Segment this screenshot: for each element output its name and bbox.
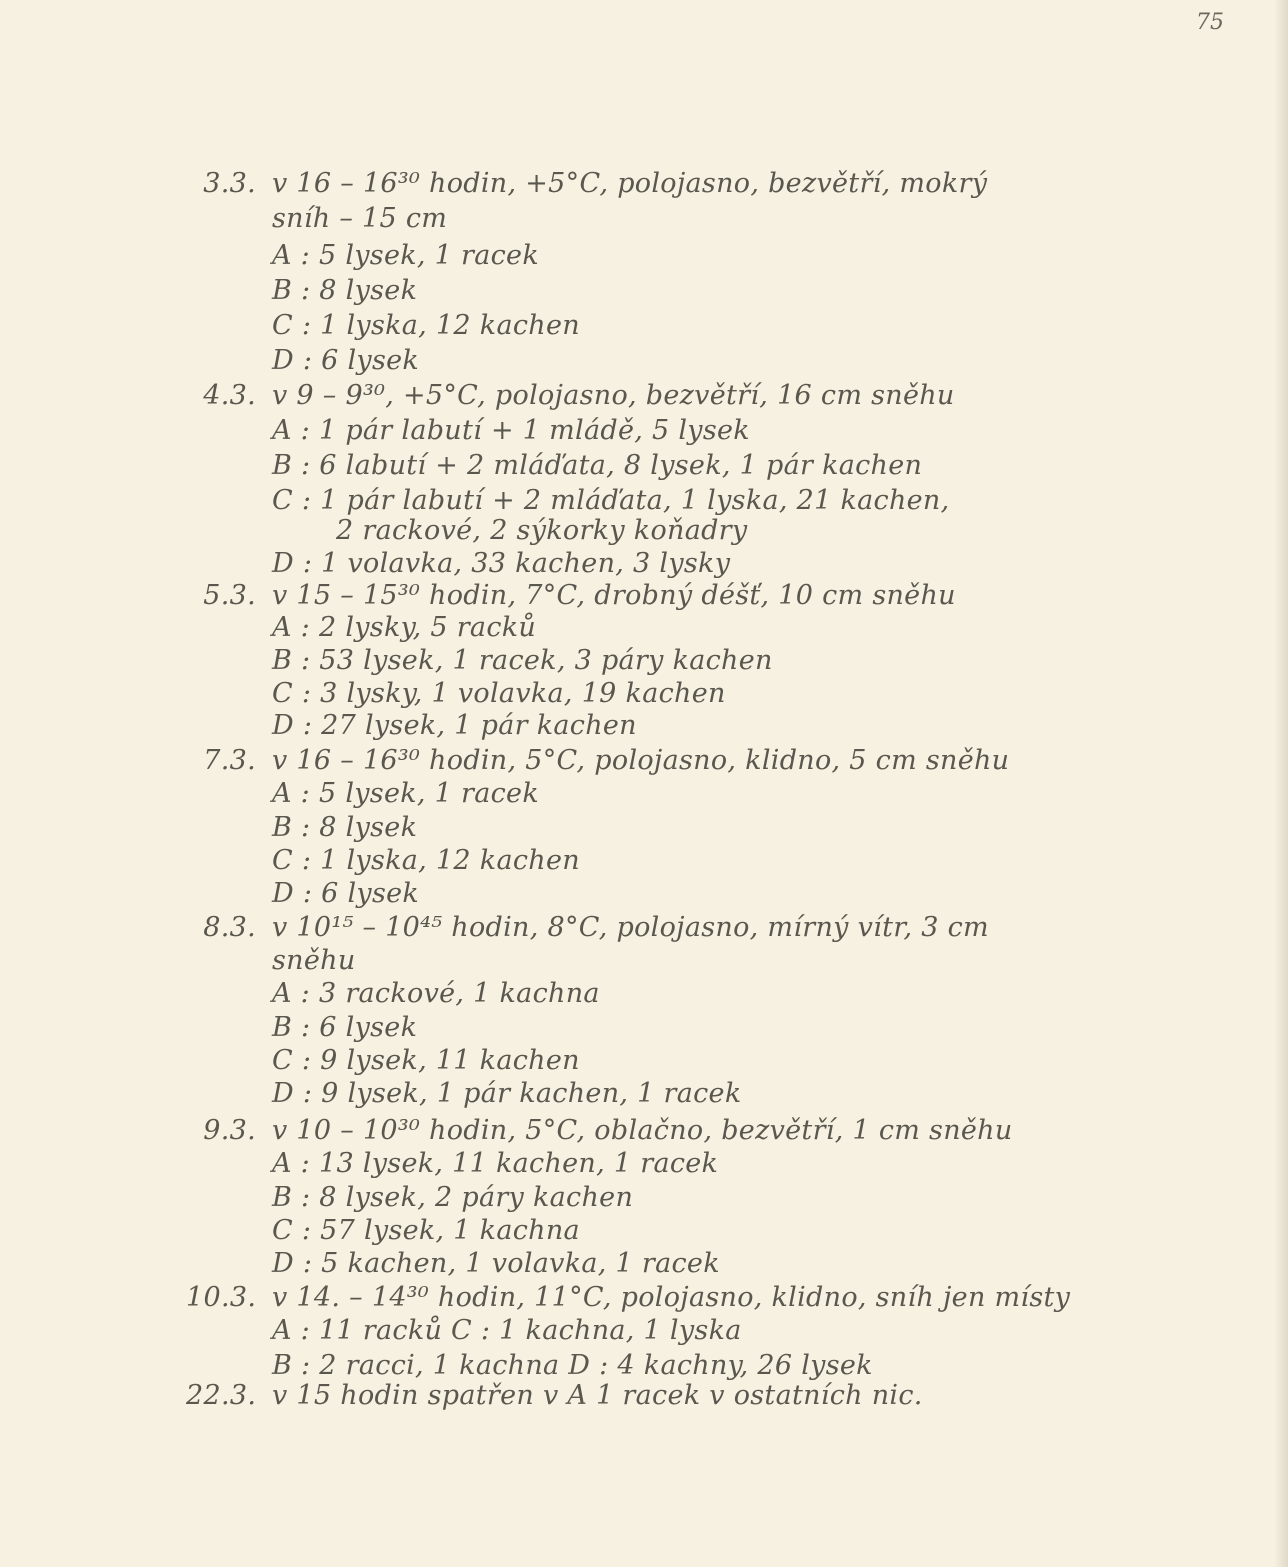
- entry-date: 3.3.: [203, 168, 256, 199]
- entry-observation: sněhu: [272, 945, 356, 976]
- entry-observation: D : 9 lysek, 1 pár kachen, 1 racek: [272, 1078, 742, 1109]
- entry-observation: B : 8 lysek: [272, 275, 418, 306]
- entry-observation: A : 1 pár labutí + 1 mládě, 5 lysek: [272, 415, 750, 446]
- entry-observation: B : 53 lysek, 1 racek, 3 páry kachen: [272, 645, 773, 676]
- entry-conditions: v 16 – 16³⁰ hodin, 5°C, polojasno, klidno, 5 cm sněhu: [272, 745, 1010, 776]
- entry-conditions: v 16 – 16³⁰ hodin, +5°C, polojasno, bezvětří, mokrý: [272, 168, 988, 199]
- entry-conditions: v 10¹⁵ – 10⁴⁵ hodin, 8°C, polojasno, mírný vítr, 3 cm: [272, 912, 989, 943]
- entry-conditions: v 10 – 10³⁰ hodin, 5°C, oblačno, bezvětří, 1 cm sněhu: [272, 1115, 1013, 1146]
- entry-observation: B : 6 lysek: [272, 1012, 418, 1043]
- entry-observation: A : 3 rackové, 1 kachna: [272, 978, 600, 1009]
- entry-date: 7.3.: [203, 745, 256, 776]
- page-edge-shadow: [1274, 0, 1288, 1567]
- page-number: 75: [1196, 10, 1224, 35]
- entry-observation: C : 1 lyska, 12 kachen: [272, 845, 580, 876]
- entry-observation: B : 6 labutí + 2 mláďata, 8 lysek, 1 pár kachen: [272, 450, 923, 481]
- entry-observation: A : 11 racků C : 1 kachna, 1 lyska: [272, 1315, 742, 1346]
- entry-date: 4.3.: [203, 380, 256, 411]
- entry-observation: D : 1 volavka, 33 kachen, 3 lysky: [272, 548, 731, 579]
- entry-conditions: v 9 – 9³⁰, +5°C, polojasno, bezvětří, 16 cm sněhu: [272, 380, 955, 411]
- entry-conditions: v 14. – 14³⁰ hodin, 11°C, polojasno, klidno, sníh jen místy: [272, 1282, 1071, 1313]
- entry-observation: B : 8 lysek, 2 páry kachen: [272, 1182, 634, 1213]
- entry-observation: A : 13 lysek, 11 kachen, 1 racek: [272, 1148, 719, 1179]
- entry-observation: 2 rackové, 2 sýkorky koňadry: [336, 515, 748, 546]
- entry-observation: B : 2 racci, 1 kachna D : 4 kachny, 26 lysek: [272, 1350, 873, 1381]
- entry-date: 22.3.: [186, 1380, 257, 1411]
- entry-observation: A : 5 lysek, 1 racek: [272, 240, 539, 271]
- entry-observation: C : 1 lyska, 12 kachen: [272, 310, 580, 341]
- entry-observation: C : 57 lysek, 1 kachna: [272, 1215, 580, 1246]
- entry-observation: C : 1 pár labutí + 2 mláďata, 1 lyska, 21 kachen,: [272, 485, 950, 516]
- entry-date: 5.3.: [203, 580, 256, 611]
- entry-observation: C : 9 lysek, 11 kachen: [272, 1045, 580, 1076]
- entry-date: 8.3.: [203, 912, 256, 943]
- entry-date: 9.3.: [203, 1115, 256, 1146]
- entry-date: 10.3.: [186, 1282, 257, 1313]
- entry-observation: A : 2 lysky, 5 racků: [272, 612, 537, 643]
- entry-observation: B : 8 lysek: [272, 812, 418, 843]
- entry-observation: D : 6 lysek: [272, 345, 420, 376]
- entry-observation: A : 5 lysek, 1 racek: [272, 778, 539, 809]
- entry-observation: D : 6 lysek: [272, 878, 420, 909]
- entry-observation: D : 5 kachen, 1 volavka, 1 racek: [272, 1248, 720, 1279]
- entry-observation: sníh – 15 cm: [272, 203, 448, 234]
- entry-conditions: v 15 – 15³⁰ hodin, 7°C, drobný déšť, 10 cm sněhu: [272, 580, 956, 611]
- entry-conditions: v 15 hodin spatřen v A 1 racek v ostatních nic.: [272, 1380, 923, 1411]
- entry-observation: C : 3 lysky, 1 volavka, 19 kachen: [272, 678, 726, 709]
- entry-observation: D : 27 lysek, 1 pár kachen: [272, 710, 637, 741]
